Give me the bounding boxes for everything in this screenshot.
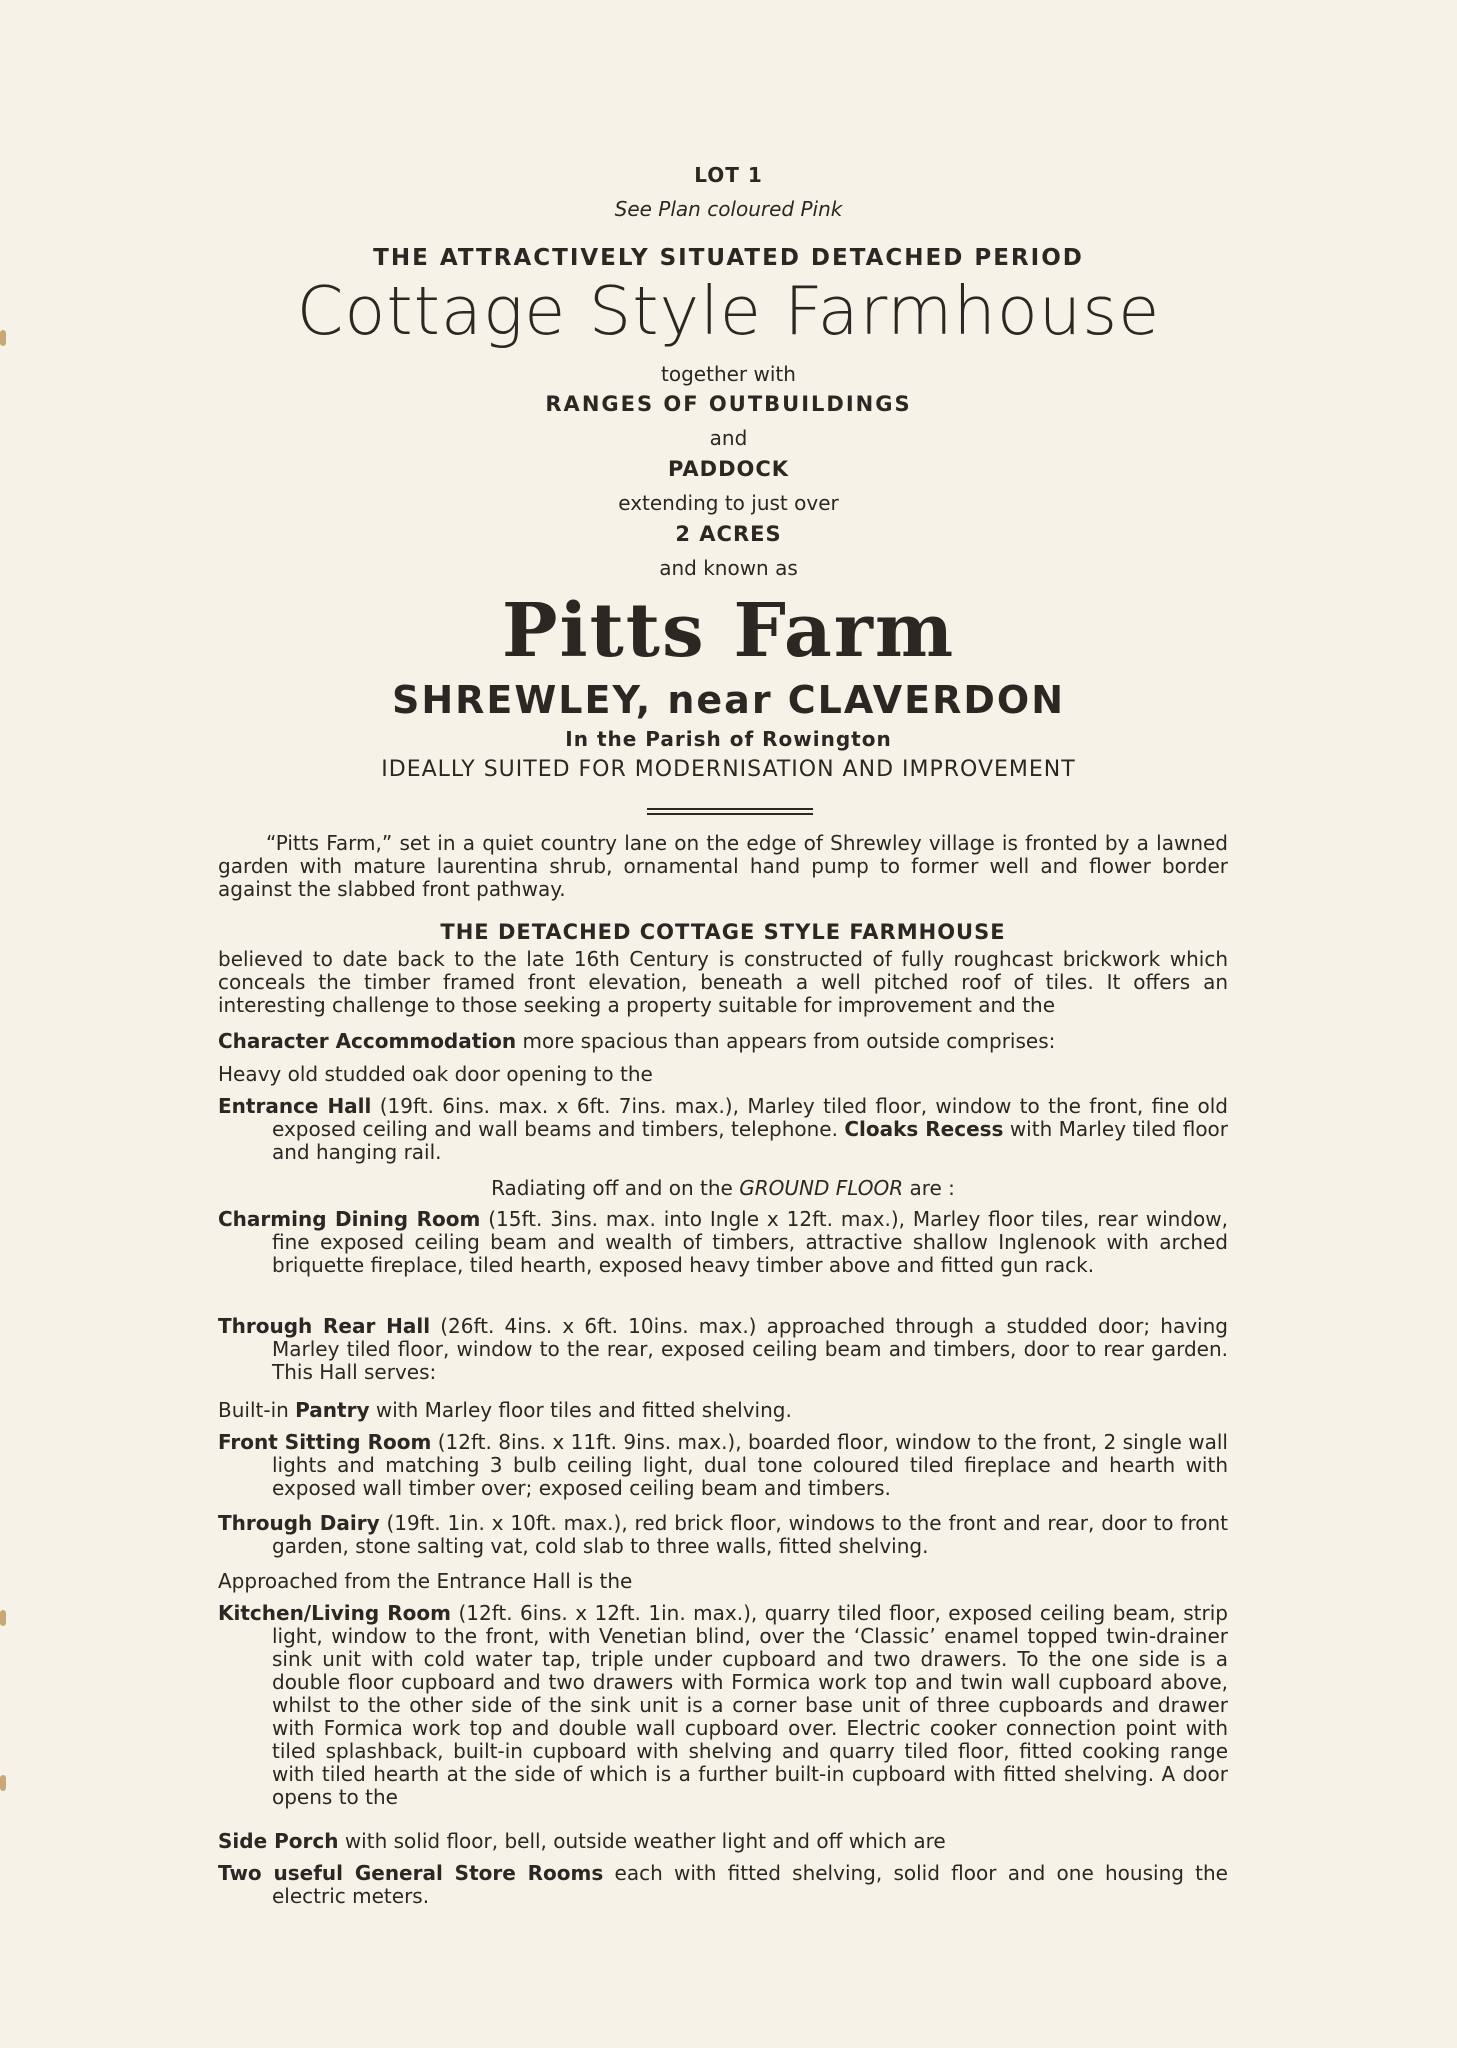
see-plan-note: See Plan coloured Pink: [614, 197, 843, 221]
dining-room-label: Charming Dining Room: [218, 1207, 481, 1231]
dining-room-item: [218, 1208, 1228, 1277]
store-rooms-label: Two useful General Store Rooms: [218, 1861, 604, 1885]
sitting-room-text: (12ft. 8ins. x 11ft. 9ins. max.), boarded floor, window to the front, 2 single wall lights and matching 3 bulb ceiling light, dual tone coloured tiled fireplace and hearth with exposed wall timber over; exposed ceiling beam and timbers.: [272, 1430, 1228, 1500]
description-text: believed to date back to the late 16th Century is constructed of fully roughcast brickwork which conceals the timber framed front elevation, beneath a well pitched roof of tiles. It offers an interesting challenge to those seeking a property suitable for improvement and the: [218, 947, 1228, 1017]
ideally-suited-text: IDEALLY SUITED FOR MODERNISATION AND IMPROVEMENT: [381, 757, 1076, 782]
and-text: and: [709, 426, 748, 450]
rear-hall-item: [218, 1315, 1228, 1384]
dairy-label: Through Dairy: [218, 1511, 380, 1535]
ground-floor-label: GROUND FLOOR: [739, 1176, 904, 1200]
store-rooms-text: each with fitted shelving, solid floor and one housing the electric meters.: [272, 1861, 1228, 1908]
character-accommodation-line: [218, 1030, 1228, 1053]
dairy-text: (19ft. 1in. x 10ft. max.), red brick floor, windows to the front and rear, door to front garden, stone salting vat, cold slab to three walls, fitted shelving.: [272, 1511, 1228, 1558]
character-accommodation-text: more spacious than appears from outside comprises:: [516, 1029, 1056, 1053]
section-heading: THE DETACHED COTTAGE STYLE FARMHOUSE: [440, 920, 1006, 944]
character-accommodation-label: Character Accommodation: [218, 1029, 517, 1053]
side-porch-line: [218, 1830, 1228, 1853]
approached-line: Approached from the Entrance Hall is the: [218, 1569, 633, 1593]
side-porch-text: with solid floor, bell, outside weather light and off which are: [338, 1829, 946, 1853]
kitchen-label: Kitchen/Living Room: [218, 1601, 451, 1625]
together-with-text: together with: [661, 362, 796, 386]
main-title: Cottage Style Farmhouse: [296, 272, 1161, 350]
divider-rule-bottom: [647, 813, 813, 815]
sitting-room-label: Front Sitting Room: [218, 1430, 432, 1454]
divider-rule-top: [647, 808, 813, 810]
lot-number: LOT 1: [694, 163, 763, 187]
side-porch-label: Side Porch: [218, 1829, 339, 1853]
kitchen-item: [218, 1602, 1228, 1809]
paper-stain-mark: [0, 330, 6, 346]
rear-hall-label: Through Rear Hall: [218, 1314, 431, 1338]
intro-text: “Pitts Farm,” set in a quiet country lane on the edge of Shrewley village is fronted by a lawned garden with mature laurentina shrub, ornamental hand pump to former well and flower border against the slabbed front pathway.: [218, 831, 1228, 901]
parish-text: In the Parish of Rowington: [565, 727, 892, 751]
pantry-label: Pantry: [295, 1398, 370, 1422]
sitting-room-item: [218, 1431, 1228, 1500]
radiating-post: are :: [903, 1176, 955, 1200]
dairy-item: [218, 1512, 1228, 1558]
location-heading: SHREWLEY, near CLAVERDON: [391, 678, 1065, 722]
entrance-hall-item: [218, 1095, 1228, 1164]
paper-stain-mark: [0, 1610, 6, 1626]
subtitle-attractively: THE ATTRACTIVELY SITUATED DETACHED PERIOD: [373, 245, 1084, 271]
radiating-pre: Radiating off and on the: [491, 1176, 740, 1200]
extending-text: extending to just over: [618, 491, 839, 515]
paddock-heading: PADDOCK: [667, 457, 790, 481]
pantry-line: [218, 1399, 1228, 1422]
cloaks-recess-label: Cloaks Recess: [844, 1117, 1004, 1141]
description-paragraph: [218, 948, 1228, 1017]
known-as-text: and known as: [659, 556, 798, 580]
pantry-pre: Built-in: [218, 1398, 296, 1422]
pantry-text: with Marley floor tiles and fitted shelving.: [369, 1398, 792, 1422]
heavy-door-line: Heavy old studded oak door opening to the: [218, 1062, 653, 1086]
paper-stain-mark: [0, 1775, 6, 1791]
rear-hall-text: (26ft. 4ins. x 6ft. 10ins. max.) approached through a studded door; having Marley tiled floor, window to the rear, exposed ceiling beam and timbers, door to rear garden. This Hall serves:: [272, 1314, 1228, 1384]
entrance-hall-text: (19ft. 6ins. max. x 6ft. 7ins. max.), Marley tiled floor, window to the front, fine old exposed ceiling and wall beams and timbers, telephone.: [272, 1094, 1228, 1141]
entrance-hall-label: Entrance Hall: [218, 1094, 372, 1118]
kitchen-text: (12ft. 6ins. x 12ft. 1in. max.), quarry tiled floor, exposed ceiling beam, strip light, window to the front, with Venetian blind, over the ‘Classic’ enamel topped twin-drainer sink unit with cold water tap, triple under cupboard and two drawers. To the one side is a double floor cupboard and two drawers with Formica work top and twin wall cupboard above, whilst to the other side of the sink unit is a corner base unit of three cupboards and drawer with Formica work top and double wall cupboard over. Electric cooker connection point with tiled splashback, built-in cupboard with shelving and quarry tiled floor, fitted cooking range with tiled hearth at the side of which is a further built-in cupboard with fitted shelving. A door opens to the: [272, 1601, 1228, 1809]
cloaks-recess-text: with Marley tiled floor and hanging rail.: [272, 1117, 1229, 1164]
acres-heading: 2 ACRES: [675, 522, 782, 546]
ground-floor-intro: [218, 1176, 1228, 1200]
dining-room-text: (15ft. 3ins. max. into Ingle x 12ft. max.), Marley floor tiles, rear window, fine exposed ceiling beam and wealth of timbers, attractive shallow Inglenook with arched briquette fireplace, tiled hearth, exposed heavy timber above and fitted gun rack.: [272, 1207, 1228, 1277]
intro-paragraph: [218, 832, 1228, 901]
store-rooms-item: [218, 1862, 1228, 1908]
property-name: Pitts Farm: [501, 588, 956, 674]
ranges-heading: RANGES OF OUTBUILDINGS: [545, 392, 912, 416]
